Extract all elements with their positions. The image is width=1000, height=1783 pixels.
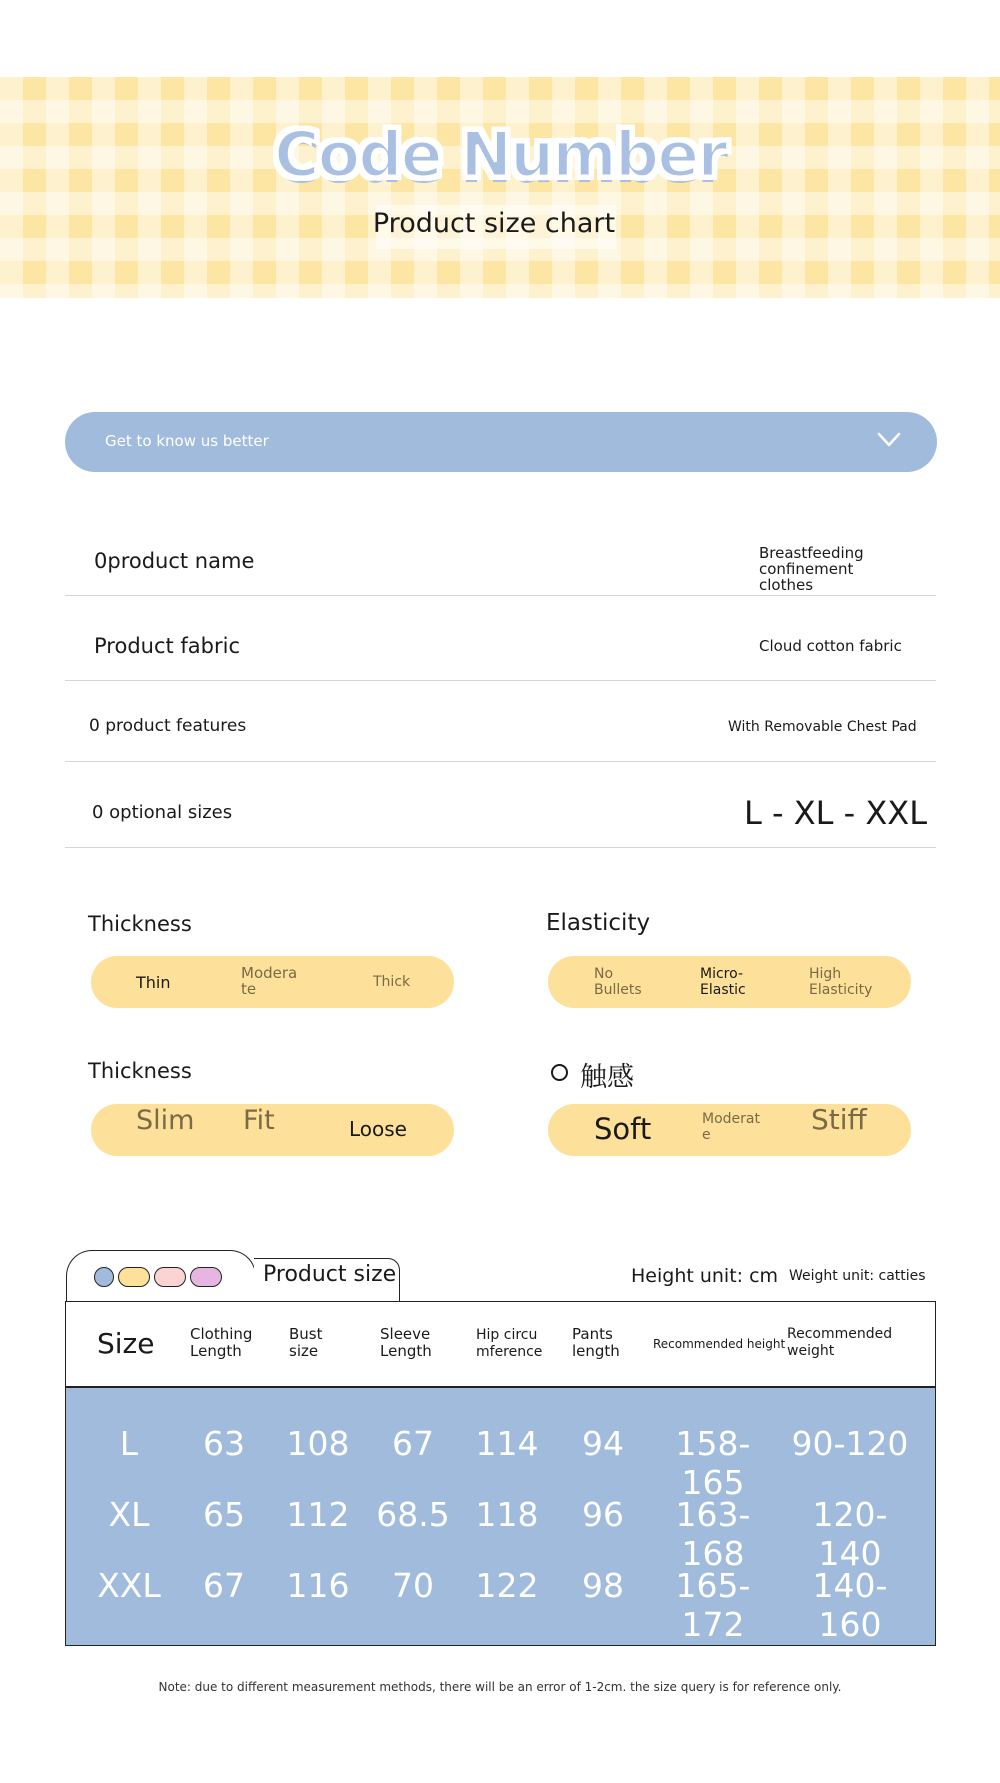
- circle-bullet-icon: [551, 1064, 568, 1081]
- info-value-features: With Removable Chest Pad: [728, 719, 917, 735]
- fit-option-fit[interactable]: Fit: [243, 1105, 275, 1136]
- table-header-sleeve: Sleeve Length: [380, 1325, 432, 1360]
- table-header-hip: Hip circu mference: [476, 1327, 543, 1360]
- brand-title: Code Number: [274, 118, 726, 191]
- divider: [65, 680, 936, 681]
- cell-weight: 140-160: [812, 1566, 888, 1644]
- cell-clothing-length: 67: [203, 1566, 245, 1605]
- cell-size: XL: [108, 1495, 150, 1534]
- info-label-sizes: 0 optional sizes: [92, 802, 233, 823]
- cell-weight: 90-120: [791, 1424, 909, 1463]
- cell-sleeve: 68.5: [376, 1495, 450, 1534]
- cell-sleeve: 70: [392, 1566, 434, 1605]
- color-dot-pink: [154, 1267, 186, 1287]
- fit-option-loose[interactable]: Loose: [349, 1117, 407, 1141]
- cell-size: XXL: [97, 1566, 161, 1605]
- cell-clothing-length: 65: [203, 1495, 245, 1534]
- info-value-sizes: L - XL - XXL: [744, 794, 928, 832]
- info-label-features: 0 product features: [89, 716, 247, 736]
- table-header-size: Size: [97, 1327, 155, 1360]
- table-tab-label: Product size: [263, 1262, 397, 1287]
- attr-title-fit: Thickness: [88, 1059, 192, 1083]
- divider: [65, 761, 936, 762]
- elasticity-option-no-bullets[interactable]: No Bullets: [594, 966, 642, 998]
- cell-bust: 112: [286, 1495, 350, 1534]
- cell-bust: 116: [286, 1566, 350, 1605]
- info-value-fabric: Cloud cotton fabric: [759, 637, 902, 655]
- cell-sleeve: 67: [392, 1424, 434, 1463]
- chevron-down-icon[interactable]: [877, 430, 901, 450]
- height-unit: Height unit: cm: [631, 1265, 779, 1287]
- color-dot-blue: [94, 1267, 114, 1287]
- info-label-fabric: Product fabric: [94, 634, 241, 658]
- attr-title-thickness: Thickness: [88, 912, 192, 936]
- attr-title-touch: 触感: [580, 1062, 634, 1093]
- cell-size: L: [119, 1424, 139, 1463]
- elasticity-option-high[interactable]: High Elasticity: [809, 966, 873, 998]
- cell-pants: 98: [582, 1566, 624, 1605]
- cell-hip: 122: [475, 1566, 539, 1605]
- cell-hip: 114: [475, 1424, 539, 1463]
- info-label-product-name: 0product name: [94, 549, 255, 573]
- divider: [65, 595, 936, 596]
- divider: [65, 847, 936, 848]
- weight-unit: Weight unit: catties: [789, 1268, 926, 1284]
- cell-height: 158-165: [675, 1424, 751, 1502]
- cell-bust: 108: [286, 1424, 350, 1463]
- cell-clothing-length: 63: [203, 1424, 245, 1463]
- about-us-text: Get to know us better: [105, 432, 269, 450]
- color-dot-purple: [190, 1267, 222, 1287]
- color-dot-yellow: [118, 1267, 150, 1287]
- attr-title-elasticity: Elasticity: [546, 910, 651, 936]
- cell-pants: 94: [582, 1424, 624, 1463]
- table-header-clothing-length: Clothing Length: [190, 1325, 253, 1360]
- table-header-pants: Pants length: [572, 1325, 620, 1360]
- table-header-height: Recommended height: [653, 1337, 786, 1351]
- cell-pants: 96: [582, 1495, 624, 1534]
- info-value-product-name: Breastfeeding confinement clothes: [759, 544, 864, 594]
- cell-hip: 118: [475, 1495, 539, 1534]
- measurement-note: Note: due to different measurement methods, there will be an error of 1-2cm. the size query is for reference only.: [158, 1680, 842, 1694]
- thickness-option-thin[interactable]: Thin: [136, 973, 171, 992]
- cell-weight: 120-140: [812, 1495, 888, 1573]
- page-subtitle: Product size chart: [372, 208, 616, 239]
- touch-option-moderate[interactable]: Moderate: [702, 1111, 760, 1143]
- table-divider: [66, 1386, 935, 1388]
- cell-height: 163-168: [675, 1495, 751, 1573]
- fit-option-slim[interactable]: Slim: [136, 1105, 195, 1136]
- thickness-option-moderate[interactable]: Moderate: [241, 964, 298, 998]
- touch-option-soft[interactable]: Soft: [594, 1112, 652, 1146]
- cell-height: 165-172: [675, 1566, 751, 1644]
- table-header-bust: Bust size: [289, 1325, 323, 1360]
- thickness-option-thick[interactable]: Thick: [373, 974, 411, 990]
- table-header-weight: Recommended weight: [787, 1326, 893, 1359]
- elasticity-option-micro-elastic[interactable]: Micro-Elastic: [700, 966, 746, 998]
- touch-option-stiff[interactable]: Stiff: [811, 1103, 867, 1136]
